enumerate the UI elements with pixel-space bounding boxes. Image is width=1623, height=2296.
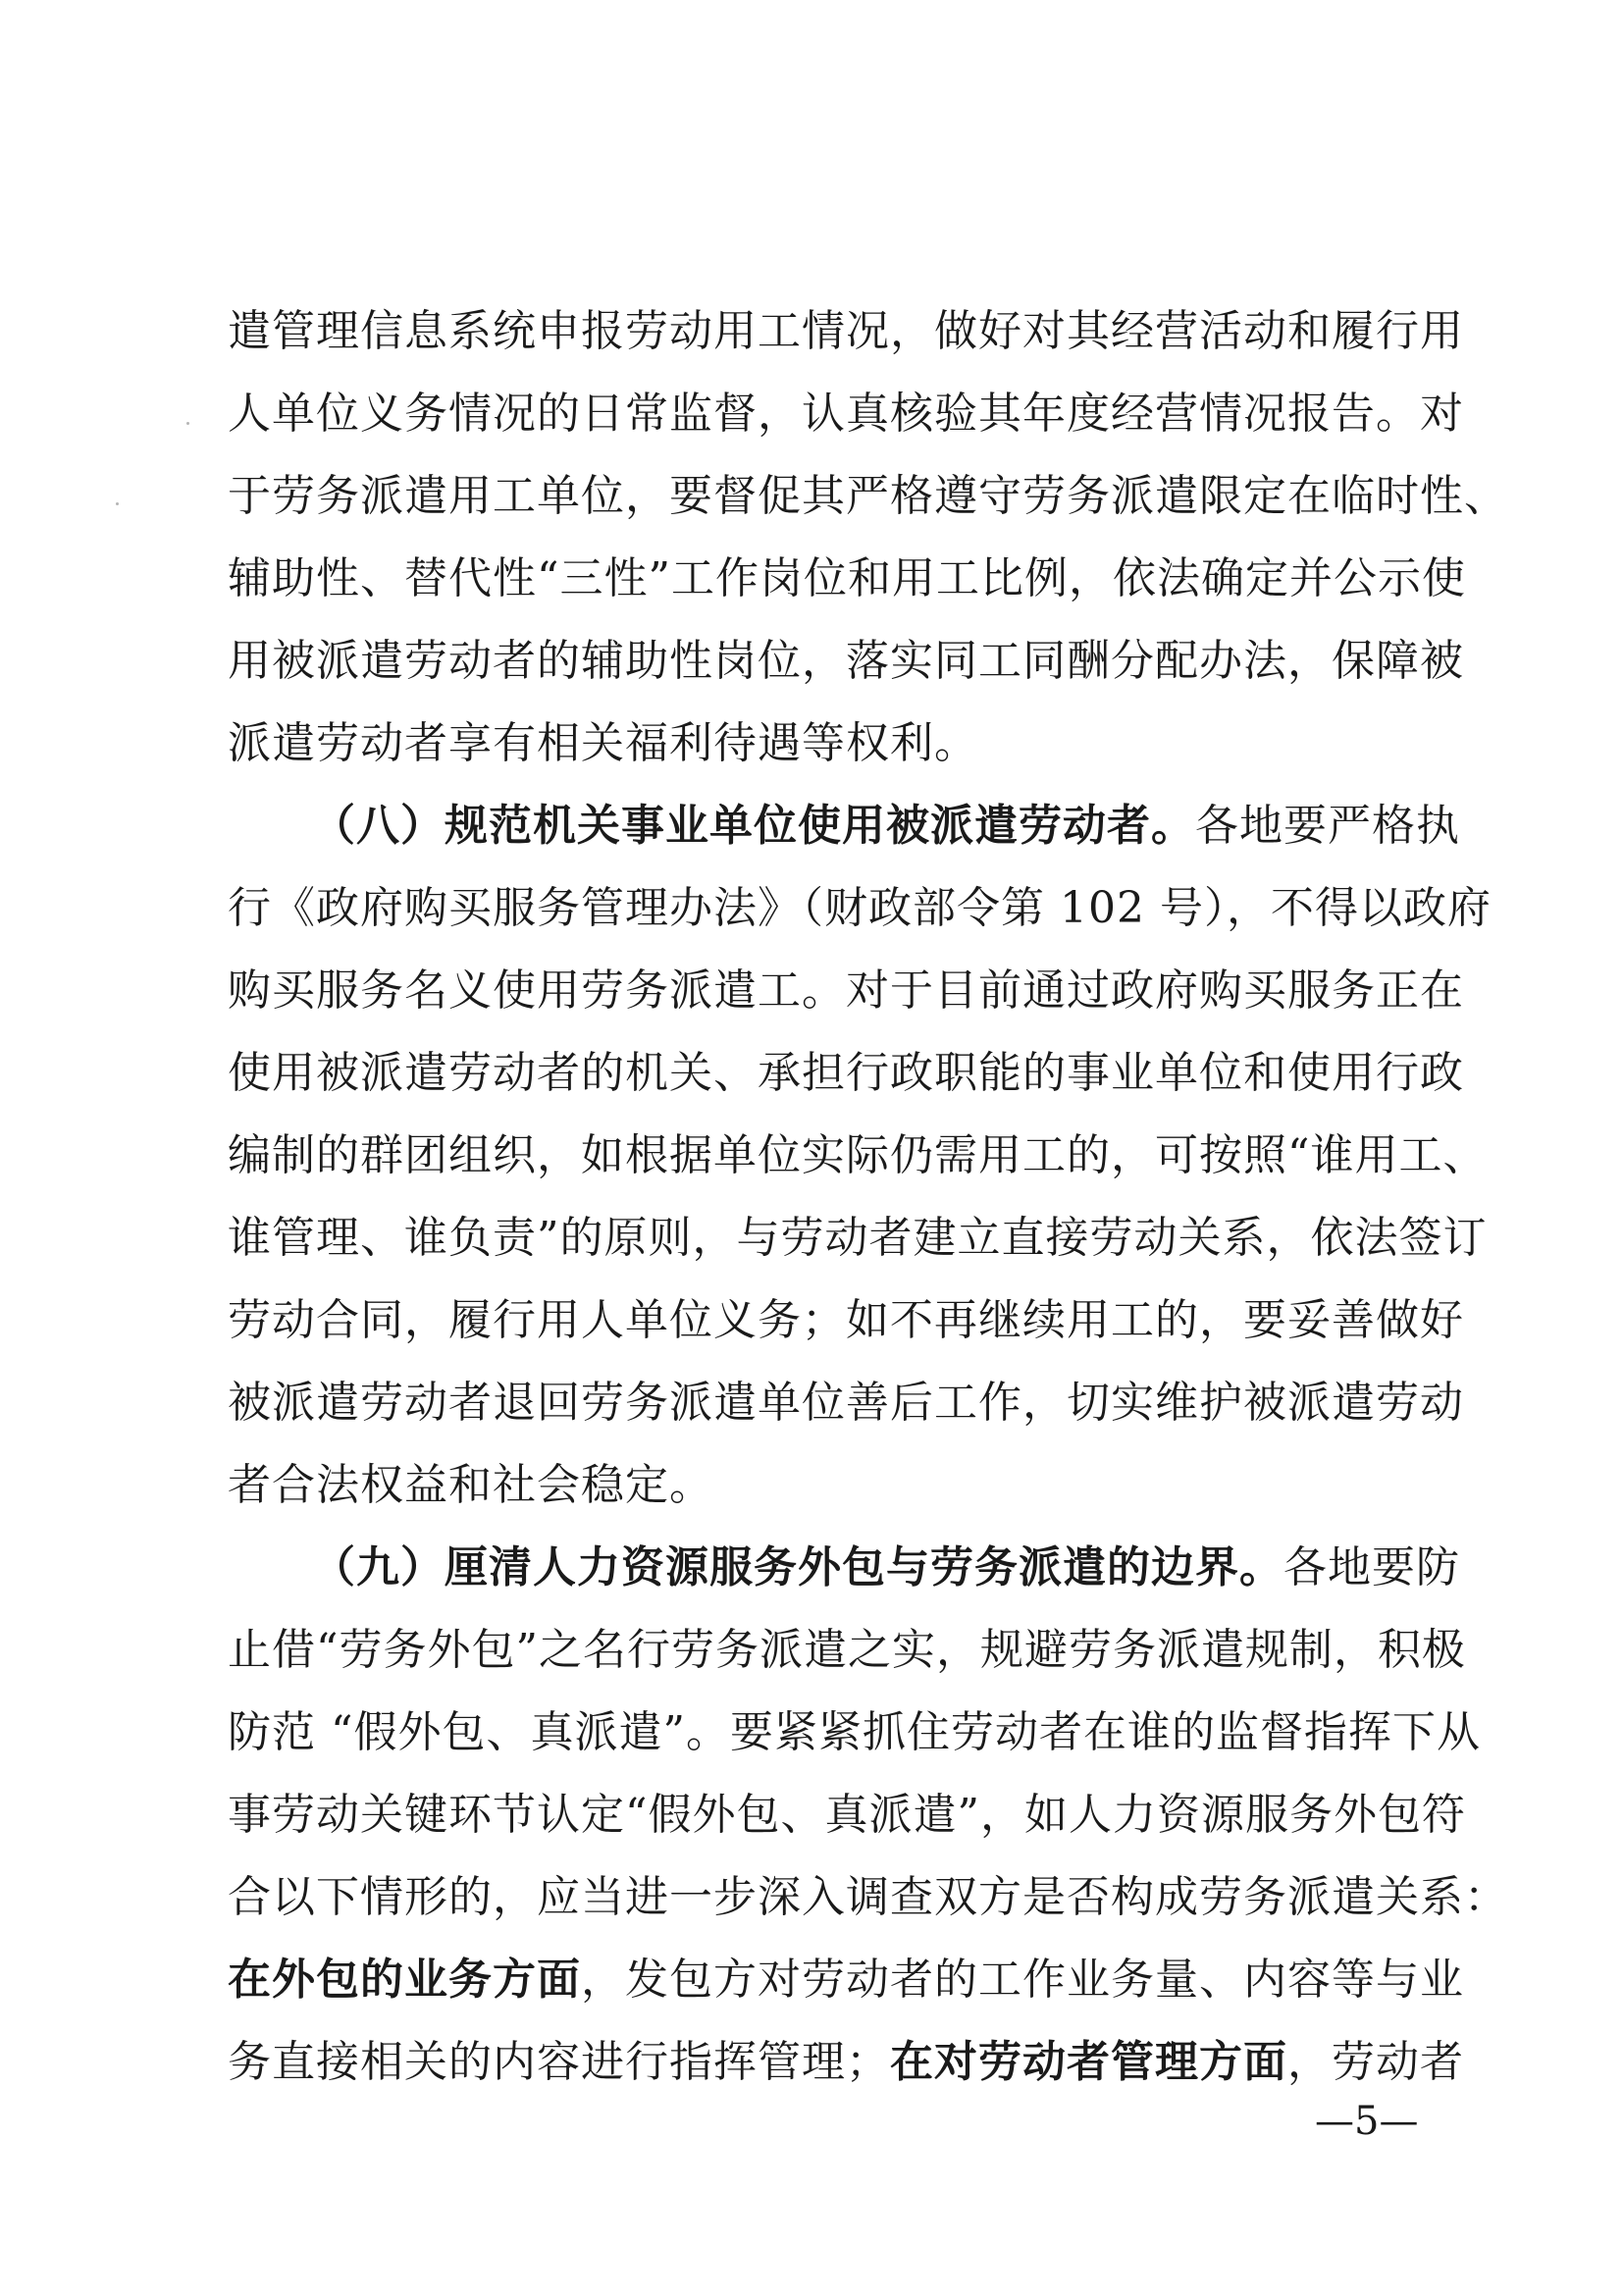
body-text-line: 者合法权益和社会稳定。 bbox=[228, 1460, 713, 1510]
body-text-line: 劳动合同，履行用人单位义务；如不再继续用工的，要妥善做好 bbox=[228, 1295, 1464, 1345]
body-text-line: 人单位义务情况的日常监督，认真核验其年度经营情况报告。对 bbox=[228, 389, 1464, 439]
body-text-span: ，发包方对劳动者的工作业务量、内容等与业 bbox=[581, 1955, 1464, 2005]
body-text-span: 务直接相关的内容进行指挥管理； bbox=[228, 2037, 890, 2087]
body-text-line: 用被派遣劳动者的辅助性岗位，落实同工同酬分配办法，保障被 bbox=[228, 636, 1464, 686]
body-text-line: 辅助性、替代性“三性”工作岗位和用工比例，依法确定并公示使 bbox=[228, 553, 1466, 603]
body-text-line: 遣管理信息系统申报劳动用工情况，做好对其经营活动和履行用 bbox=[228, 306, 1464, 356]
emphasis-span: 在外包的业务方面 bbox=[228, 1955, 581, 2005]
body-text-line: 编制的群团组织，如根据单位实际仍需用工的，可按照“谁用工、 bbox=[228, 1130, 1488, 1180]
section-9-heading: （九）厘清人力资源服务外包与劳务派遣的边界。 bbox=[312, 1542, 1283, 1592]
body-text-line: 谁管理、谁负责”的原则，与劳动者建立直接劳动关系，依法签订 bbox=[228, 1213, 1488, 1263]
scan-speck bbox=[186, 422, 189, 425]
emphasis-span: 在对劳动者管理方面 bbox=[890, 2037, 1287, 2087]
body-text-line-mixed bbox=[228, 2027, 1464, 2098]
section-9-first-line bbox=[312, 1533, 1460, 1603]
body-text-line-mixed bbox=[228, 1945, 1464, 2015]
body-text-line: 合以下情形的，应当进一步深入调查双方是否构成劳务派遣关系： bbox=[228, 1872, 1508, 1922]
body-text-line: 购买服务名义使用劳务派遣工。对于目前通过政府购买服务正在 bbox=[228, 965, 1464, 1016]
scan-speck bbox=[116, 502, 119, 505]
body-text-line: 事劳动关键环节认定“假外包、真派遣”，如人力资源服务外包符 bbox=[228, 1790, 1466, 1840]
body-text-line: 止借“劳务外包”之名行劳务派遣之实，规避劳务派遣规制，积极 bbox=[228, 1625, 1466, 1675]
body-text-line: 行《政府购买服务管理办法》（财政部令第 102 号），不得以政府 bbox=[228, 883, 1492, 933]
body-text-line: 被派遣劳动者退回劳务派遣单位善后工作，切实维护被派遣劳动 bbox=[228, 1378, 1464, 1428]
body-text-line: 于劳务派遣用工单位，要督促其严格遵守劳务派遣限定在临时性、 bbox=[228, 471, 1508, 521]
body-text-line: 使用被派遣劳动者的机关、承担行政职能的事业单位和使用行政 bbox=[228, 1048, 1464, 1098]
body-text-line: 防范 “假外包、真派遣”。要紧紧抓住劳动者在谁的监督指挥下从 bbox=[228, 1707, 1481, 1757]
page-number: —5— bbox=[1315, 2099, 1419, 2144]
section-8-first-line bbox=[312, 791, 1460, 861]
body-text-span: 各地要严格执 bbox=[1195, 801, 1460, 851]
body-text-span: ，劳动者 bbox=[1287, 2037, 1464, 2087]
body-text-line: 派遣劳动者享有相关福利待遇等权利。 bbox=[228, 718, 978, 768]
body-text-span: 各地要防 bbox=[1283, 1542, 1460, 1592]
section-8-heading: （八）规范机关事业单位使用被派遣劳动者。 bbox=[312, 801, 1195, 851]
